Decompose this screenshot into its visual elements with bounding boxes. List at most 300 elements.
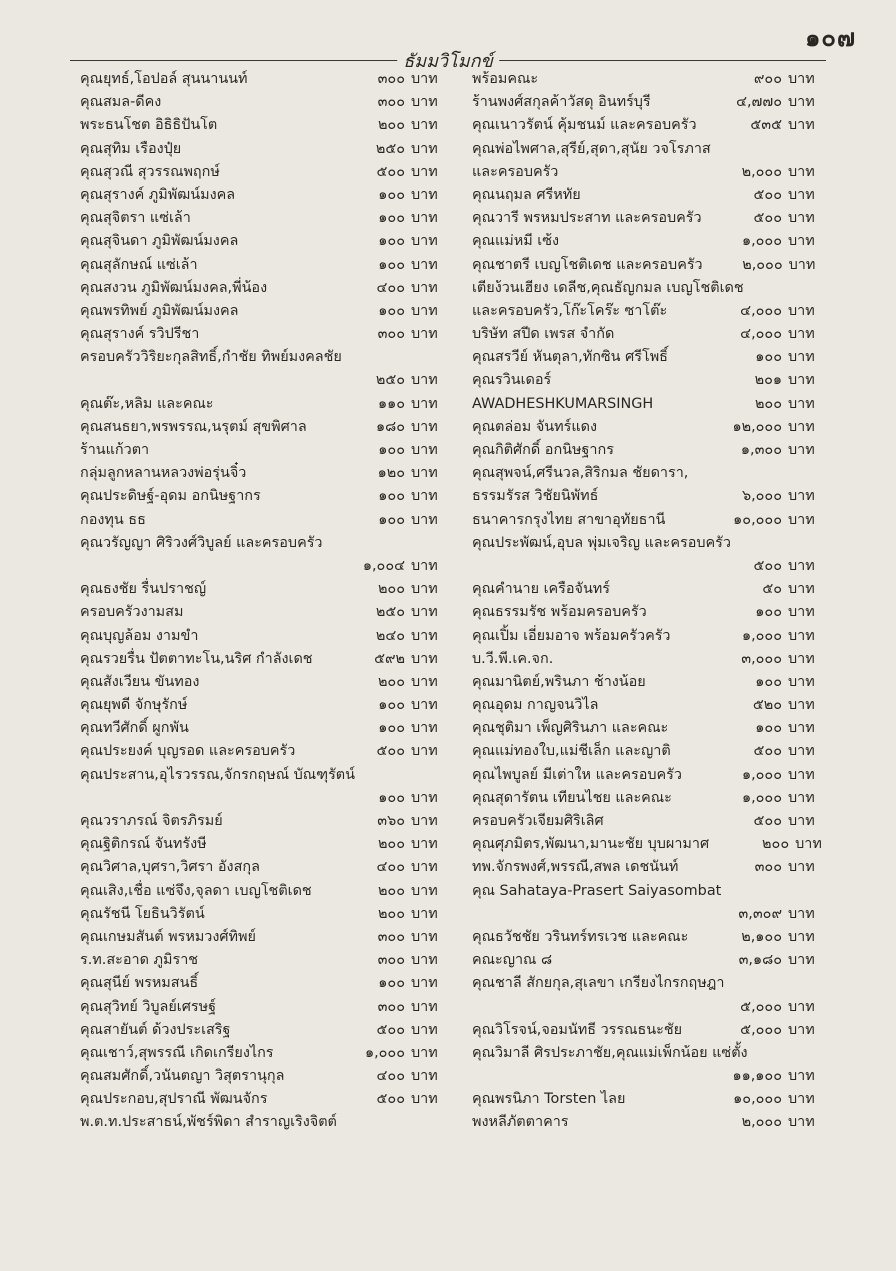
- donation-amount: ๕๐๐: [753, 813, 782, 829]
- currency-unit: บาท: [411, 163, 438, 180]
- donor-name: ครอบครัวเจียมศิริเลิศ: [472, 813, 604, 829]
- donation-amount: ๒๔๐: [375, 627, 405, 644]
- donation-amount: ๒๐๐: [762, 836, 790, 853]
- donor-name: คุณมานิตย์,พรินภา ช้างน้อย: [472, 673, 646, 690]
- donor-row: [80, 532, 455, 555]
- donation-amount: ๓๖๐: [377, 813, 405, 829]
- donor-name: คุณประพัฒน์,อุบล พุ่มเจริญ และครอบครัว: [472, 534, 731, 551]
- donor-name: ธนาคารกรุงไทย สาขาอุทัยธานี: [472, 511, 666, 528]
- donor-row: [80, 949, 455, 972]
- donor-row: [472, 1111, 832, 1134]
- donation-amount: ๒๕๐: [375, 140, 405, 157]
- donor-name: คุณสนธยา,พรพรรณ,นรุตม์ สุขพิศาล: [80, 418, 307, 435]
- donation-amount: ๓๐๐: [377, 326, 405, 343]
- donor-row: [472, 810, 832, 833]
- currency-unit: บาท: [411, 813, 438, 829]
- currency-unit: บาท: [411, 882, 438, 899]
- donation-amount: ๑๑๐: [377, 395, 405, 412]
- donor-name: คุณเนาวรัตน์ คุ้มชนม์ และครอบครัว: [472, 117, 697, 134]
- donor-row: [80, 369, 455, 392]
- donor-name: คุณแม่หมี เซ้ง: [472, 233, 559, 250]
- donor-row: [80, 625, 455, 648]
- currency-unit: บาท: [411, 627, 438, 644]
- donor-row: [80, 323, 455, 346]
- donor-row: [472, 393, 832, 416]
- donation-amount: ๑,๐๐๐: [741, 766, 782, 783]
- donor-name: พร้อมคณะ: [472, 71, 539, 87]
- currency-unit: บาท: [788, 1091, 815, 1108]
- donor-name: ร้านแก้วตา: [80, 442, 150, 458]
- donation-amount: ๑๐๐: [378, 975, 405, 992]
- donor-name: คุณประดิษฐ์-อุดม อกนิษฐากร: [80, 488, 261, 505]
- donation-amount: ๒,๐๐๐: [741, 1114, 782, 1131]
- donor-row: [472, 1088, 832, 1111]
- donor-name: คุณพรนิภา Torsten ไลย: [472, 1091, 626, 1108]
- donor-row: [472, 555, 832, 578]
- donor-name: คุณสุรางค์ รวิปรีชา: [80, 326, 200, 343]
- donor-row: [80, 880, 455, 903]
- currency-unit: บาท: [411, 256, 438, 273]
- donor-row: [80, 1111, 455, 1134]
- donor-row: [472, 68, 832, 91]
- donor-row: [472, 926, 832, 949]
- donor-name: ร้านพงศ์สกุลค้าวัสดุ อินทร์บุรี: [472, 94, 651, 111]
- donor-name: คุณสุทิม เรืองปุ๋ย: [80, 140, 182, 157]
- donor-row: [472, 1065, 832, 1088]
- donation-amount: ๓๐๐: [377, 998, 405, 1015]
- currency-unit: บาท: [788, 697, 815, 714]
- donor-row: [80, 277, 455, 300]
- currency-unit: บาท: [788, 720, 815, 737]
- donation-amount: ๑๐,๐๐๐: [733, 1091, 782, 1108]
- donor-name: บ.วี.พี.เค.จก.: [472, 650, 554, 667]
- donor-name: บริษัท สปีด เพรส จำกัด: [472, 326, 615, 343]
- currency-unit: บาท: [411, 859, 438, 876]
- donation-amount: ๔๐๐: [376, 859, 405, 876]
- currency-unit: บาท: [788, 928, 815, 945]
- donor-name: คุณนฤมล ศรีหทัย: [472, 186, 581, 203]
- donation-amount: ๒๐๐: [377, 117, 405, 134]
- currency-unit: บาท: [788, 395, 815, 412]
- donor-name: คุณ Sahataya-Prasert Saiyasombat: [472, 882, 722, 899]
- donation-amount: ๕๐๐: [376, 1091, 405, 1108]
- currency-unit: บาท: [788, 581, 815, 598]
- currency-unit: บาท: [411, 442, 438, 458]
- donor-row: [472, 880, 832, 903]
- donor-name: คุณวราภรณ์ จิตรภิรมย์: [80, 813, 223, 829]
- currency-unit: บาท: [411, 952, 438, 969]
- donor-row: [80, 161, 455, 184]
- donor-name: คุณวิโรจน์,จอมนัทธี วรรณธนะชัย: [472, 1021, 683, 1038]
- donation-amount: ๕๓๕: [750, 117, 782, 134]
- currency-unit: บาท: [788, 163, 815, 180]
- donor-row: [80, 114, 455, 137]
- currency-unit: บาท: [411, 928, 438, 945]
- donor-row: [472, 300, 832, 323]
- donor-name: และครอบครัว,โก๊ะโคร๊ะ ซาโต๊ะ: [472, 302, 668, 319]
- donor-row: [472, 740, 832, 763]
- donation-amount: ๕๐: [762, 581, 782, 598]
- donor-row: [472, 671, 832, 694]
- currency-unit: บาท: [411, 465, 438, 482]
- donation-amount: ๔๐๐: [376, 279, 405, 296]
- currency-unit: บาท: [788, 233, 815, 250]
- donation-amount: ๑๐,๐๐๐: [733, 511, 782, 528]
- donor-row: [80, 300, 455, 323]
- currency-unit: บาท: [411, 1068, 438, 1085]
- donation-amount: ๒๐๐: [377, 673, 405, 690]
- donor-name: คุณสังเวียน ขันทอง: [80, 673, 200, 690]
- donor-name: ครอบครัวงามสม: [80, 604, 184, 621]
- donor-row: [80, 926, 455, 949]
- donor-row: [80, 903, 455, 926]
- donor-name: คุณวิมาลี ศิรประภาชัย,คุณแม่เพ็กน้อย แซ่ตั้ง: [472, 1044, 748, 1061]
- donor-row: [80, 184, 455, 207]
- donor-name: คุณประกอบ,สุปราณี พัฒนจักร: [80, 1091, 268, 1108]
- donation-amount: ๕๐๐: [753, 186, 782, 203]
- donor-name: คุณสุรางค์ ภูมิพัฒน์มงคล: [80, 186, 236, 203]
- currency-unit: บาท: [788, 1021, 815, 1038]
- donor-row: [80, 787, 455, 810]
- donor-name: คุณประสาน,อุไรวรรณ,จักรกฤษณ์ บัณฑุรัตน์: [80, 766, 355, 783]
- donor-row: [80, 230, 455, 253]
- donor-name: คุณเกษมสันต์ พรหมวงศ์ทิพย์: [80, 928, 256, 945]
- currency-unit: บาท: [411, 789, 438, 806]
- donation-amount: ๑๐๐: [378, 697, 405, 714]
- donor-name: พระธนโชต อิธิธิปันโต: [80, 117, 218, 134]
- donor-name: คุณชาตรี เบญโชติเดช และครอบครัว: [472, 256, 703, 273]
- donation-amount: ๑๐๐: [755, 673, 782, 690]
- donation-amount: ๓๐๐: [754, 859, 782, 876]
- donor-name: คุณอุดม กาญจนวิไล: [472, 697, 599, 714]
- donor-row: [80, 833, 455, 856]
- donation-amount: ๓,๐๐๐: [741, 650, 782, 667]
- donor-row: [472, 416, 832, 439]
- currency-unit: บาท: [788, 998, 815, 1015]
- donation-amount: ๕,๐๐๐: [740, 998, 782, 1015]
- donation-amount: ๑๘๐: [375, 418, 405, 435]
- currency-unit: บาท: [411, 511, 438, 528]
- donation-amount: ๕๐๐: [376, 1021, 405, 1038]
- currency-unit: บาท: [411, 186, 438, 203]
- donation-amount: ๒,๐๐๐: [741, 163, 782, 180]
- right-column: [472, 68, 832, 1135]
- donor-name: ธรรมรัรส วิชัยนิพัทธ์: [472, 488, 599, 505]
- donor-row: [472, 694, 832, 717]
- donor-name: AWADHESHKUMARSINGH: [472, 395, 654, 412]
- donation-amount: ๔,๐๐๐: [740, 302, 782, 319]
- donation-amount: ๑๐๐: [378, 210, 405, 227]
- donor-name: คุณสมล-ดีคง: [80, 94, 162, 111]
- header-title: ธัมมวิโมกข์: [397, 46, 499, 75]
- donor-name: คุณรวยรื่น ปัตตาทะโน,นริศ กำลังเดช: [80, 650, 313, 667]
- donor-name: กองทุน ธธ: [80, 511, 146, 528]
- donation-amount: ๑๒๐: [377, 465, 405, 482]
- donor-row: [80, 1019, 455, 1042]
- currency-unit: บาท: [411, 210, 438, 227]
- donor-name: คุณต๊ะ,หลิม และคณะ: [80, 395, 214, 412]
- currency-unit: บาท: [411, 395, 438, 412]
- donor-name: และครอบครัว: [472, 163, 559, 180]
- donation-amount: ๑๐๐: [378, 789, 405, 806]
- donation-amount: ๒๐๐: [377, 836, 405, 853]
- donation-amount: ๔๐๐: [376, 1068, 405, 1085]
- donation-amount: ๑,๐๐๐: [364, 1044, 405, 1061]
- donor-list: [80, 68, 832, 1135]
- currency-unit: บาท: [411, 1021, 438, 1038]
- donor-name: คุณธรรมรัช พร้อมครอบครัว: [472, 604, 647, 621]
- left-column: [80, 68, 455, 1135]
- donor-name: ร.ท.สะอาด ภูมิราช: [80, 952, 199, 969]
- donor-row: [80, 578, 455, 601]
- donor-row: [80, 509, 455, 532]
- donation-amount: ๓,๑๘๐: [738, 952, 782, 969]
- currency-unit: บาท: [788, 557, 815, 574]
- donor-name: ทพ.จักรพงศ์,พรรณี,สพล เดชนันท์: [472, 859, 679, 876]
- donor-row: [80, 601, 455, 624]
- donor-name: คุณสรวีย์ หันตุลา,ทักซิน ศรีโพธิ์: [472, 349, 668, 366]
- currency-unit: บาท: [788, 789, 815, 806]
- donor-row: [472, 787, 832, 810]
- currency-unit: บาท: [788, 511, 815, 528]
- donation-amount: ๒๕๐: [375, 604, 405, 621]
- currency-unit: บาท: [411, 117, 438, 134]
- donor-row: [80, 393, 455, 416]
- donor-row: [472, 601, 832, 624]
- donor-name: ครอบครัววิริยะกุลสิทธิ์,กำชัย ทิพย์มงคลชัย: [80, 349, 342, 366]
- donor-row: [80, 439, 455, 462]
- donor-row: [80, 555, 455, 578]
- donation-amount: ๒,๐๐๐: [742, 256, 783, 273]
- donation-amount: ๑๐๐: [378, 256, 405, 273]
- currency-unit: บาท: [411, 975, 438, 992]
- donor-row: [80, 1042, 455, 1065]
- donation-amount: ๑๒,๐๐๐: [732, 418, 782, 435]
- donor-row: [80, 671, 455, 694]
- donor-name: คุณตล่อม จันทร์แดง: [472, 418, 597, 435]
- donor-row: [80, 462, 455, 485]
- donation-amount: ๕๐๐: [376, 743, 405, 760]
- donor-row: [472, 1042, 832, 1065]
- donor-row: [472, 625, 832, 648]
- donor-name: คุณคำนาย เครือจันทร์: [472, 581, 611, 598]
- donation-amount: ๑๐๐: [378, 186, 405, 203]
- donor-name: คุณวิศาล,บุศรา,วิศรา อังสกุล: [80, 859, 260, 876]
- currency-unit: บาท: [411, 418, 438, 435]
- donation-amount: ๒๐๐: [754, 395, 782, 412]
- donor-name: คุณธวัชชัย วรินทร์ทรเวช และคณะ: [472, 928, 689, 945]
- donor-row: [472, 439, 832, 462]
- donation-amount: ๑,๓๐๐: [740, 442, 782, 458]
- donor-name: พงหลีภัตตาคาร: [472, 1114, 569, 1131]
- donation-amount: ๕๒๐: [752, 697, 782, 714]
- donation-amount: ๖,๐๐๐: [741, 488, 782, 505]
- currency-unit: บาท: [788, 1114, 815, 1131]
- currency-unit: บาท: [788, 673, 815, 690]
- donor-name: คุณยุพดี จักษุรักษ์: [80, 697, 188, 714]
- donor-row: [472, 485, 832, 508]
- donor-row: [472, 856, 832, 879]
- donor-name: คุณฐิติกรณ์ จันทรังษี: [80, 836, 207, 853]
- donation-amount: ๒๐๐: [377, 882, 405, 899]
- currency-unit: บาท: [411, 905, 438, 922]
- donor-name: เตียง้วนเฮียง เดลีช,คุณธัญกมล เบญโชติเดช: [472, 279, 744, 296]
- currency-unit: บาท: [788, 418, 815, 435]
- donor-name: คุณสุวณี สุวรรณพฤกษ์: [80, 163, 220, 180]
- donor-name: คุณบุญล้อม งามขำ: [80, 627, 199, 644]
- donor-row: [472, 996, 832, 1019]
- donor-row: [472, 184, 832, 207]
- donation-amount: ๒๕๐: [375, 372, 405, 389]
- currency-unit: บาท: [411, 302, 438, 319]
- currency-unit: บาท: [411, 650, 438, 667]
- donation-amount: ๑,๐๐๐: [741, 627, 782, 644]
- currency-unit: บาท: [788, 210, 815, 227]
- donor-name: คุณเสิง,เชื่อ แซ่จึง,จุลดา เบญโชติเดช: [80, 882, 312, 899]
- donor-name: คุณวารี พรหมประสาท และครอบครัว: [472, 210, 702, 227]
- donation-amount: ๓๐๐: [377, 71, 405, 87]
- donation-amount: ๓๐๐: [377, 952, 405, 969]
- donor-row: [472, 532, 832, 555]
- donor-row: [472, 254, 832, 277]
- currency-unit: บาท: [788, 372, 815, 389]
- donor-row: [80, 694, 455, 717]
- donor-row: [80, 996, 455, 1019]
- donor-name: คุณสายันต์ ด้วงประเสริฐ: [80, 1021, 231, 1038]
- currency-unit: บาท: [411, 233, 438, 250]
- donor-name: กลุ่มลูกหลานหลวงพ่อรุ่นจิ๋ว: [80, 465, 247, 482]
- currency-unit: บาท: [411, 673, 438, 690]
- donation-amount: ๔,๐๐๐: [740, 326, 782, 343]
- donor-name: คุณชุติมา เพ็ญศิรินภา และคณะ: [472, 720, 669, 737]
- donation-amount: ๓๐๐: [377, 94, 405, 111]
- currency-unit: บาท: [411, 372, 438, 389]
- donor-row: [80, 717, 455, 740]
- donor-row: [472, 578, 832, 601]
- donor-row: [472, 346, 832, 369]
- donation-amount: ๕๐๐: [376, 163, 405, 180]
- donor-row: [472, 509, 832, 532]
- donation-amount: ๒๐๑: [754, 372, 782, 389]
- donor-row: [80, 972, 455, 995]
- running-header: [70, 46, 826, 72]
- donor-name: คุณสงวน ภูมิพัฒน์มงคล,พี่น้อง: [80, 279, 268, 296]
- donor-row: [80, 856, 455, 879]
- donation-amount: ๓,๓๐๙: [738, 905, 782, 922]
- currency-unit: บาท: [795, 836, 822, 853]
- donor-name: คุณสุจิตรา แซ่เล้า: [80, 210, 191, 227]
- donation-amount: ๕๐๐: [753, 743, 782, 760]
- page-number: ๑๐๗: [805, 24, 856, 52]
- currency-unit: บาท: [788, 349, 815, 366]
- donor-name: คุณสุดารัตน เทียนไชย และคณะ: [472, 789, 672, 806]
- currency-unit: บาท: [788, 650, 815, 667]
- donor-name: คุณวรัญญา ศิริวงศ์วิบูลย์ และครอบครัว: [80, 534, 323, 551]
- donor-row: [472, 323, 832, 346]
- donor-name: คุณพรทิพย์ ภูมิพัฒน์มงคล: [80, 302, 239, 319]
- donor-row: [80, 416, 455, 439]
- donor-row: [472, 161, 832, 184]
- donor-row: [80, 138, 455, 161]
- donor-name: คุณสุนีย์ พรหมสนธิ์: [80, 975, 199, 992]
- currency-unit: บาท: [411, 720, 438, 737]
- donor-row: [80, 1065, 455, 1088]
- donor-name: คุณธงชัย รื่นปราชญ์: [80, 581, 207, 598]
- donation-amount: ๑๐๐: [378, 488, 405, 505]
- donation-amount: ๔,๗๗๐: [736, 94, 782, 111]
- donor-name: คุณสุจินดา ภูมิพัฒน์มงคล: [80, 233, 239, 250]
- currency-unit: บาท: [788, 442, 815, 458]
- donation-amount: ๒๐๐: [377, 905, 405, 922]
- donor-row: [472, 230, 832, 253]
- donor-name: คุณกิติศักดิ์ อกนิษฐากร: [472, 442, 614, 458]
- donation-amount: ๒๐๐: [377, 581, 405, 598]
- currency-unit: บาท: [788, 743, 815, 760]
- donor-row: [472, 1019, 832, 1042]
- currency-unit: บาท: [788, 117, 815, 134]
- donation-amount: ๕๐๐: [753, 557, 782, 574]
- currency-unit: บาท: [411, 279, 438, 296]
- currency-unit: บาท: [788, 813, 815, 829]
- currency-unit: บาท: [411, 71, 438, 87]
- donor-name: คุณทวีศักดิ์ ผูกพัน: [80, 720, 189, 737]
- donor-row: [472, 114, 832, 137]
- currency-unit: บาท: [411, 94, 438, 111]
- currency-unit: บาท: [411, 604, 438, 621]
- donor-row: [472, 369, 832, 392]
- donor-row: [80, 485, 455, 508]
- currency-unit: บาท: [788, 859, 815, 876]
- donation-amount: ๕,๐๐๐: [740, 1021, 782, 1038]
- donation-amount: ๓๐๐: [377, 928, 405, 945]
- currency-unit: บาท: [411, 557, 438, 574]
- donor-row: [472, 717, 832, 740]
- donor-name: คุณสุวิทย์ วิบูลย์เศรษฐ์: [80, 998, 217, 1015]
- donation-amount: ๑๐๐: [378, 302, 405, 319]
- donation-amount: ๑,๐๐๐: [741, 789, 782, 806]
- currency-unit: บาท: [411, 488, 438, 505]
- donation-amount: ๑๑,๑๐๐: [732, 1068, 782, 1085]
- donor-name: คณะญาณ ๘: [472, 952, 553, 969]
- currency-unit: บาท: [411, 1044, 438, 1061]
- currency-unit: บาท: [788, 186, 815, 203]
- donor-row: [472, 833, 832, 856]
- currency-unit: บาท: [788, 326, 815, 343]
- currency-unit: บาท: [788, 94, 815, 111]
- currency-unit: บาท: [788, 302, 815, 319]
- donor-row: [80, 207, 455, 230]
- donor-name: คุณยุทธ์,โอปอล์ สุนนานนท์: [80, 71, 248, 87]
- donor-row: [472, 138, 832, 161]
- currency-unit: บาท: [411, 140, 438, 157]
- donor-name: คุณรวินเดอร์: [472, 372, 552, 389]
- donor-row: [80, 648, 455, 671]
- donation-amount: ๑๐๐: [378, 442, 405, 458]
- currency-unit: บาท: [788, 604, 815, 621]
- donation-amount: ๑๐๐: [755, 349, 782, 366]
- currency-unit: บาท: [411, 998, 438, 1015]
- donor-name: คุณไพบูลย์ มีเต่าให และครอบครัว: [472, 766, 682, 783]
- currency-unit: บาท: [411, 1091, 438, 1108]
- currency-unit: บาท: [788, 71, 815, 87]
- donation-amount: ๑๐๐: [378, 511, 405, 528]
- currency-unit: บาท: [788, 256, 816, 273]
- donation-amount: ๑๐๐: [755, 604, 782, 621]
- donor-row: [472, 903, 832, 926]
- currency-unit: บาท: [788, 627, 815, 644]
- currency-unit: บาท: [788, 1068, 815, 1085]
- donor-row: [472, 277, 832, 300]
